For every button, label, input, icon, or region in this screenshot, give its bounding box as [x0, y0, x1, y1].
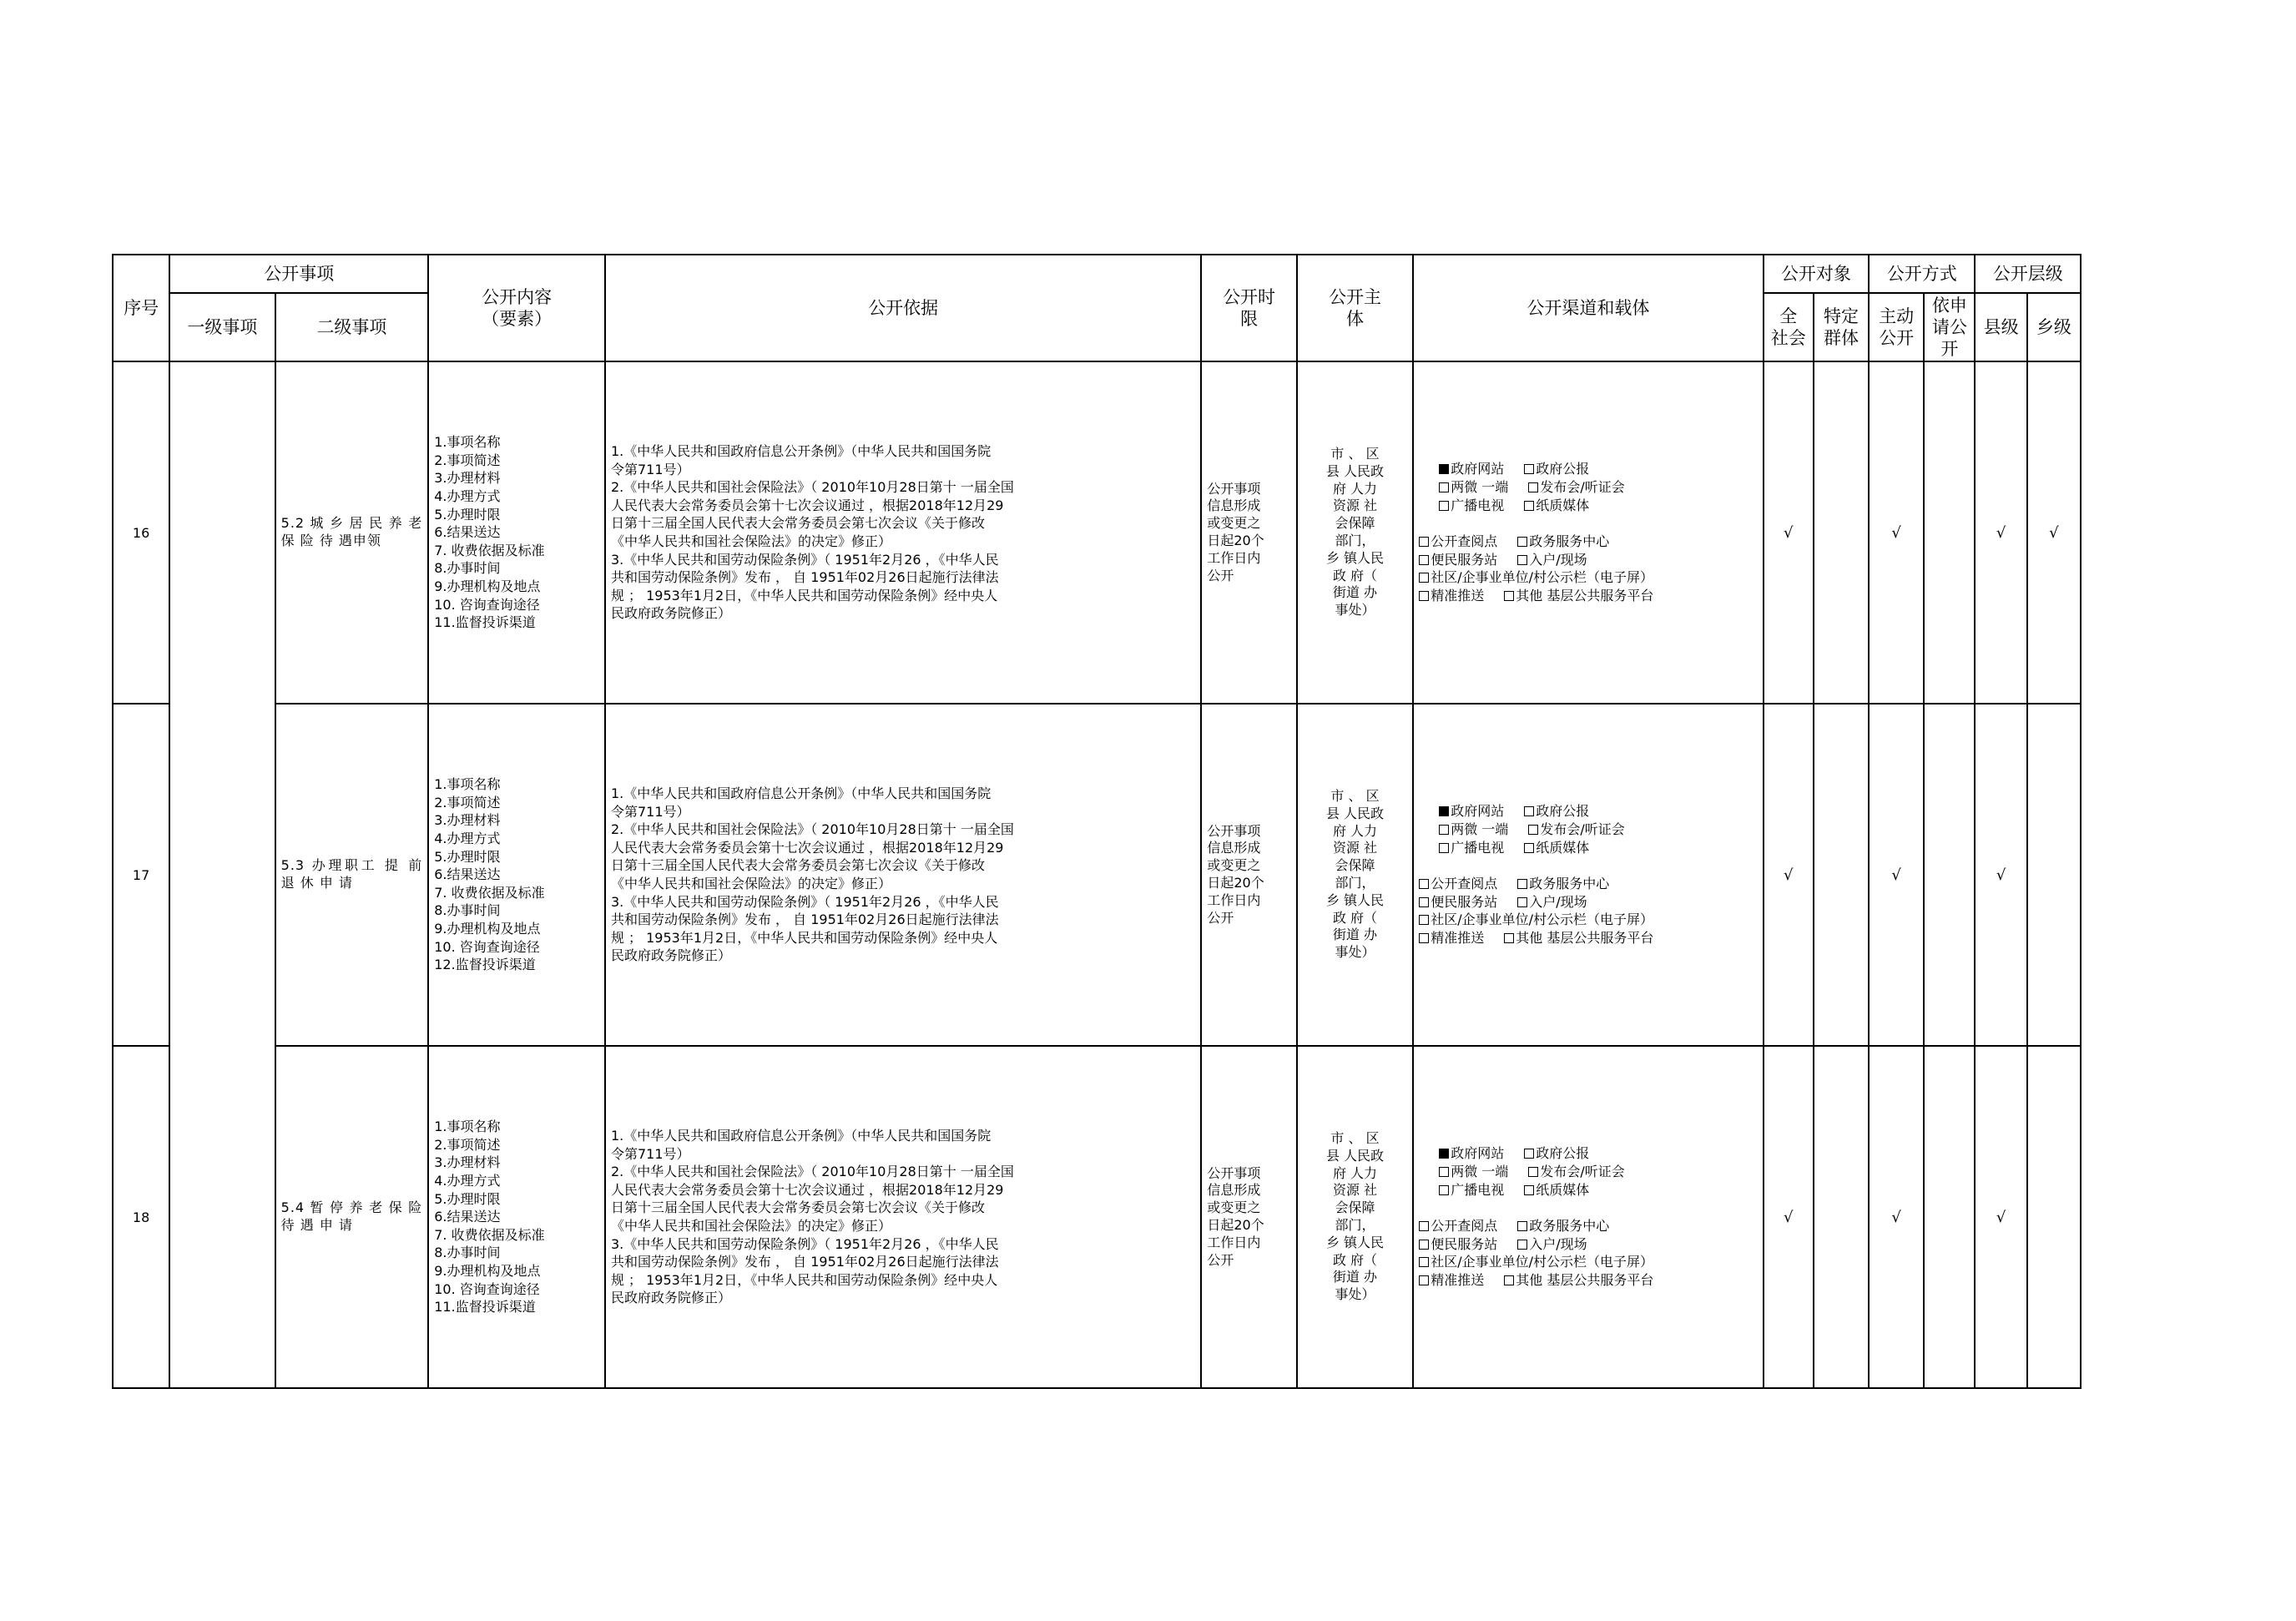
- unchecked-box-icon: [1419, 915, 1429, 925]
- content-line: 5.办理时限: [434, 1190, 501, 1207]
- row-county: √: [1975, 704, 2026, 1046]
- header-subject: [1297, 255, 1413, 361]
- checked-box-icon: [1439, 806, 1449, 816]
- basis-line: 1.《中华人民共和国政府信息公开条例》（中华人民共和国国务院: [610, 443, 992, 460]
- timing-line: 工作日内: [1207, 891, 1261, 908]
- content-line: 8.办事时间: [434, 902, 501, 919]
- channel-paper: 纸质媒体: [1536, 1181, 1590, 1198]
- content-line: 12.监督投诉渠道: [434, 957, 536, 973]
- header-method: 公开方式: [1869, 255, 1975, 293]
- unchecked-box-icon: [1517, 1240, 1527, 1250]
- row-all-society: √: [1764, 704, 1814, 1046]
- row-specific-group: [1814, 361, 1869, 704]
- content-line: 4.办理方式: [434, 1173, 501, 1189]
- header-apply-line3: 开: [1940, 339, 1959, 360]
- channel-broadcast: 广播电视: [1451, 497, 1505, 513]
- subject-line: 街道 办: [1332, 927, 1378, 943]
- channel-broadcast: 广播电视: [1451, 839, 1505, 856]
- timing-line: 公开: [1207, 567, 1234, 583]
- channel-reading-room: 公开查阅点: [1431, 533, 1498, 550]
- content-line: 5.办理时限: [434, 506, 501, 523]
- subject-line: 县 人民政: [1325, 805, 1385, 821]
- header-target: 公开对象: [1764, 255, 1869, 293]
- channel-line: [1419, 1253, 1757, 1271]
- disclosure-table: [112, 254, 2082, 1389]
- content-line: 4.办理方式: [434, 488, 501, 505]
- row-timing: [1201, 704, 1296, 1046]
- row-level2-item: 5.3 办理职工 提 前 退 休 申 请: [275, 704, 429, 1046]
- row-specific-group: [1814, 704, 1869, 1046]
- timing-line: 日起20个: [1207, 533, 1264, 548]
- timing-line: 或变更之: [1207, 857, 1261, 874]
- header-time: [1201, 255, 1296, 361]
- channel-group-media: [1439, 802, 1757, 856]
- timing-line: 工作日内: [1207, 549, 1261, 566]
- header-all-line1: 全: [1779, 306, 1798, 326]
- timing-line: 信息形成: [1207, 840, 1261, 856]
- row-active: √: [1869, 361, 1924, 704]
- subject-line: 资源 社: [1332, 1182, 1378, 1199]
- subject-line: 市 、 区: [1330, 1130, 1380, 1147]
- basis-line: 规 ； 1953年1月2日，《中华人民共和国劳动保险条例》经中央人: [610, 1271, 998, 1288]
- channel-line: [1439, 821, 1757, 839]
- unchecked-box-icon: [1517, 537, 1527, 547]
- channel-push: 精准推送: [1431, 929, 1485, 946]
- header-specific-group: [1814, 293, 1869, 361]
- row-seq: 16: [113, 361, 169, 704]
- unchecked-box-icon: [1419, 1257, 1429, 1267]
- header-active-line2: 公开: [1879, 328, 1915, 348]
- unchecked-box-icon: [1528, 482, 1538, 492]
- content-line: 8.办事时间: [434, 1245, 501, 1261]
- channel-two-micro: 两微 一端: [1451, 1164, 1509, 1180]
- timing-line: 日起20个: [1207, 1217, 1264, 1233]
- channel-line: [1419, 568, 1757, 587]
- content-line: 9.办理机构及地点: [434, 1262, 541, 1279]
- subject-line: 乡 镇人民: [1325, 549, 1385, 566]
- header-specific-line2: 群体: [1823, 328, 1859, 348]
- channel-line: [1439, 839, 1757, 857]
- header-basis: 公开依据: [605, 255, 1201, 361]
- channel-paper: 纸质媒体: [1536, 839, 1590, 856]
- content-line: 7. 收费依据及标准: [434, 542, 545, 558]
- basis-line: 2.《中华人民共和国社会保险法》（ 2010年10月28日第十 一届全国: [610, 479, 1014, 496]
- timing-line: 工作日内: [1207, 1234, 1261, 1250]
- basis-line: 人民代表大会常务委员会第十七次会议通过 ，根据2018年12月29: [610, 1181, 1004, 1198]
- timing-line: 公开事项: [1207, 822, 1261, 839]
- header-township: 乡级: [2027, 293, 2081, 361]
- unchecked-box-icon: [1517, 555, 1527, 565]
- subject-line: 会保障: [1335, 1199, 1375, 1216]
- timing-line: 公开: [1207, 1251, 1234, 1268]
- unchecked-box-icon: [1524, 843, 1534, 853]
- header-specific-line1: 特定: [1823, 306, 1859, 326]
- unchecked-box-icon: [1439, 482, 1449, 492]
- content-line: 1.事项名称: [434, 434, 501, 451]
- row-timing: [1201, 361, 1296, 704]
- timing-line: 或变更之: [1207, 1199, 1261, 1216]
- channel-paper: 纸质媒体: [1536, 497, 1590, 513]
- unchecked-box-icon: [1419, 1275, 1429, 1285]
- channel-line: [1419, 587, 1757, 605]
- unchecked-box-icon: [1504, 1275, 1514, 1285]
- row-all-society: √: [1764, 361, 1814, 704]
- subject-line: 部门，: [1335, 1217, 1375, 1233]
- basis-line: 《中华人民共和国社会保险法》的决定》修正）: [610, 876, 891, 891]
- unchecked-box-icon: [1528, 825, 1538, 835]
- row-seq: 18: [113, 1046, 169, 1388]
- header-apply-line2: 请公: [1931, 316, 1967, 337]
- content-line: 5.办理时限: [434, 848, 501, 865]
- subject-line: 街道 办: [1332, 584, 1378, 601]
- unchecked-box-icon: [1517, 897, 1527, 907]
- subject-line: 会保障: [1335, 515, 1375, 532]
- content-line: 7. 收费依据及标准: [434, 1226, 545, 1243]
- table-row: [113, 1046, 2081, 1388]
- content-line: 10. 咨询查询途径: [434, 1280, 540, 1297]
- channel-press: 发布会/听证会: [1540, 1164, 1625, 1180]
- channel-reading-room: 公开查阅点: [1431, 1218, 1498, 1235]
- header-apply: [1924, 293, 1975, 361]
- unchecked-box-icon: [1517, 879, 1527, 889]
- header-content-line2: （要素）: [482, 309, 553, 329]
- checked-box-icon: [1439, 1149, 1449, 1159]
- timing-line: 公开事项: [1207, 480, 1261, 497]
- channel-push: 精准推送: [1431, 1271, 1485, 1288]
- subject-line: 会保障: [1335, 857, 1375, 874]
- channel-line: [1439, 802, 1757, 821]
- channel-other: 其他 基层公共服务平台: [1516, 1271, 1654, 1288]
- basis-line: 1.《中华人民共和国政府信息公开条例》（中华人民共和国国务院: [610, 785, 992, 802]
- basis-line: 民政府政务院修正）: [610, 947, 731, 964]
- channel-group-media: [1439, 460, 1757, 514]
- header-time-line1: 公开时: [1223, 286, 1276, 307]
- basis-line: 3.《中华人民共和国劳动保险条例》（ 1951年2月26 ，《中华人民: [610, 551, 999, 568]
- channel-line: [1419, 1235, 1757, 1254]
- basis-line: 共和国劳动保险条例》发布 ， 自 1951年02月26日起施行法律法: [610, 1254, 999, 1270]
- channel-line: [1419, 533, 1757, 551]
- row-township: [2027, 704, 2081, 1046]
- row-specific-group: [1814, 1046, 1869, 1388]
- basis-line: 令第711号）: [610, 461, 690, 477]
- row-apply: [1924, 1046, 1975, 1388]
- row-active: √: [1869, 704, 1924, 1046]
- row-content: [428, 1046, 605, 1388]
- header-county: 县级: [1975, 293, 2026, 361]
- row-basis: [605, 361, 1201, 704]
- subject-line: 街道 办: [1332, 1269, 1378, 1285]
- row-basis: [605, 704, 1201, 1046]
- content-line: 6.结果送达: [434, 524, 501, 541]
- table-body: [113, 361, 2081, 1388]
- header-all-line2: 社会: [1770, 328, 1806, 348]
- channel-press: 发布会/听证会: [1540, 821, 1625, 838]
- channel-reading-room: 公开查阅点: [1431, 876, 1498, 892]
- channel-push: 精准推送: [1431, 587, 1485, 603]
- header-channel: 公开渠道和载体: [1413, 255, 1763, 361]
- subject-line: 事处）: [1335, 944, 1375, 961]
- channel-line: [1419, 1271, 1757, 1290]
- unchecked-box-icon: [1439, 825, 1449, 835]
- subject-line: 府 人力: [1332, 822, 1378, 839]
- basis-line: 令第711号）: [610, 1145, 690, 1162]
- channel-onsite: 入户/现场: [1529, 551, 1587, 568]
- channel-group-media: [1439, 1144, 1757, 1199]
- subject-line: 部门，: [1335, 875, 1375, 891]
- row-all-society: √: [1764, 1046, 1814, 1388]
- basis-line: 《中华人民共和国社会保险法》的决定》修正）: [610, 1218, 891, 1234]
- channel-convenience: 便民服务站: [1431, 893, 1498, 910]
- header-level2: 二级事项: [275, 293, 429, 361]
- header-time-line2: 限: [1240, 309, 1259, 329]
- channel-line: [1439, 1163, 1757, 1181]
- subject-line: 府 人力: [1332, 480, 1378, 497]
- row-county: √: [1975, 1046, 2026, 1388]
- channel-service-center: 政务服务中心: [1529, 533, 1610, 550]
- channel-line: [1439, 1144, 1757, 1163]
- channel-line: [1419, 929, 1757, 947]
- row-subject: [1297, 1046, 1413, 1388]
- content-line: 4.办理方式: [434, 831, 501, 847]
- channel-onsite: 入户/现场: [1529, 893, 1587, 910]
- row-apply: [1924, 704, 1975, 1046]
- unchecked-box-icon: [1524, 1149, 1534, 1159]
- content-line: 6.结果送达: [434, 1209, 501, 1225]
- subject-line: 事处）: [1335, 602, 1375, 619]
- basis-line: 1.《中华人民共和国政府信息公开条例》（中华人民共和国国务院: [610, 1128, 992, 1144]
- channel-broadcast: 广播电视: [1451, 1181, 1505, 1198]
- basis-line: 日第十三届全国人民代表大会常务委员会第七次会议《关于修改: [610, 1199, 985, 1216]
- content-line: 10. 咨询查询途径: [434, 596, 540, 613]
- row-seq: 17: [113, 704, 169, 1046]
- unchecked-box-icon: [1439, 1167, 1449, 1177]
- content-line: 1.事项名称: [434, 776, 501, 793]
- channel-line: [1439, 1181, 1757, 1199]
- header-item-group: 公开事项: [169, 255, 428, 293]
- channel-line: [1439, 497, 1757, 515]
- channel-two-micro: 两微 一端: [1451, 821, 1509, 838]
- subject-line: 县 人民政: [1325, 1147, 1385, 1164]
- channel-line: [1439, 460, 1757, 478]
- basis-line: 《中华人民共和国社会保险法》的决定》修正）: [610, 533, 891, 549]
- header-level1: 一级事项: [169, 293, 275, 361]
- row-subject: [1297, 704, 1413, 1046]
- header-level: 公开层级: [1975, 255, 2081, 293]
- channel-gazette: 政府公报: [1536, 1145, 1590, 1162]
- content-line: 2.事项简述: [434, 452, 501, 468]
- unchecked-box-icon: [1419, 591, 1429, 601]
- header-subject-line2: 体: [1345, 309, 1364, 329]
- unchecked-box-icon: [1419, 897, 1429, 907]
- subject-line: 资源 社: [1332, 840, 1378, 856]
- channel-service-center: 政务服务中心: [1529, 1218, 1610, 1235]
- header-subject-line1: 公开主: [1328, 286, 1381, 307]
- channel-onsite: 入户/现场: [1529, 1235, 1587, 1252]
- content-line: 3.办理材料: [434, 812, 501, 829]
- channel-other: 其他 基层公共服务平台: [1516, 587, 1654, 603]
- subject-line: 政 府（: [1332, 567, 1378, 583]
- basis-line: 民政府政务院修正）: [610, 1290, 731, 1306]
- subject-line: 乡 镇人民: [1325, 891, 1385, 908]
- header-all-society: [1764, 293, 1814, 361]
- content-line: 2.事项简述: [434, 794, 501, 810]
- unchecked-box-icon: [1419, 933, 1429, 943]
- header-active-line1: 主动: [1879, 306, 1915, 326]
- channel-other: 其他 基层公共服务平台: [1516, 929, 1654, 946]
- row-basis: [605, 1046, 1201, 1388]
- subject-line: 府 人力: [1332, 1164, 1378, 1181]
- header-active: [1869, 293, 1924, 361]
- content-line: 11.监督投诉渠道: [434, 614, 536, 631]
- channel-line: [1419, 875, 1757, 893]
- unchecked-box-icon: [1528, 1167, 1538, 1177]
- channel-community: 社区/企事业单位/村公示栏（电子屏）: [1431, 569, 1654, 586]
- basis-line: 规 ； 1953年1月2日，《中华人民共和国劳动保险条例》经中央人: [610, 929, 998, 946]
- header-seq: 序号: [113, 255, 169, 361]
- channel-convenience: 便民服务站: [1431, 1235, 1498, 1252]
- row-subject: [1297, 361, 1413, 704]
- channel-convenience: 便民服务站: [1431, 551, 1498, 568]
- unchecked-box-icon: [1524, 501, 1534, 511]
- channel-community: 社区/企事业单位/村公示栏（电子屏）: [1431, 1254, 1654, 1270]
- channel-press: 发布会/听证会: [1540, 479, 1625, 496]
- checked-box-icon: [1439, 464, 1449, 474]
- basis-line: 规 ； 1953年1月2日，《中华人民共和国劳动保险条例》经中央人: [610, 587, 998, 603]
- subject-line: 市 、 区: [1330, 788, 1380, 805]
- timing-line: 或变更之: [1207, 515, 1261, 532]
- unchecked-box-icon: [1419, 1240, 1429, 1250]
- basis-line: 日第十三届全国人民代表大会常务委员会第七次会议《关于修改: [610, 515, 985, 532]
- subject-line: 部门，: [1335, 533, 1375, 548]
- basis-line: 3.《中华人民共和国劳动保险条例》（ 1951年2月26 ，《中华人民: [610, 893, 999, 910]
- subject-line: 资源 社: [1332, 497, 1378, 514]
- channel-line: [1419, 911, 1757, 929]
- row-channels: [1413, 704, 1763, 1046]
- channel-line: [1439, 478, 1757, 497]
- basis-line: 2.《中华人民共和国社会保险法》（ 2010年10月28日第十 一届全国: [610, 1164, 1014, 1180]
- channel-community: 社区/企事业单位/村公示栏（电子屏）: [1431, 911, 1654, 928]
- content-line: 6.结果送达: [434, 866, 501, 883]
- content-line: 9.办理机构及地点: [434, 578, 541, 594]
- unchecked-box-icon: [1524, 464, 1534, 474]
- row-content: [428, 361, 605, 704]
- content-line: 11.监督投诉渠道: [434, 1299, 536, 1315]
- basis-line: 2.《中华人民共和国社会保险法》（ 2010年10月28日第十 一届全国: [610, 821, 1014, 838]
- channel-line: [1419, 551, 1757, 569]
- unchecked-box-icon: [1419, 879, 1429, 889]
- table-row: [113, 361, 2081, 704]
- timing-line: 公开: [1207, 909, 1234, 926]
- basis-line: 共和国劳动保险条例》发布 ， 自 1951年02月26日起施行法律法: [610, 569, 999, 586]
- row-county: √: [1975, 361, 2026, 704]
- unchecked-box-icon: [1524, 806, 1534, 816]
- row-channels: [1413, 1046, 1763, 1388]
- basis-line: 3.《中华人民共和国劳动保险条例》（ 1951年2月26 ，《中华人民: [610, 1235, 999, 1252]
- content-line: 8.办事时间: [434, 560, 501, 577]
- channel-gazette: 政府公报: [1536, 461, 1590, 477]
- content-line: 2.事项简述: [434, 1136, 501, 1153]
- channel-gazette: 政府公报: [1536, 803, 1590, 820]
- basis-line: 日第十三届全国人民代表大会常务委员会第七次会议《关于修改: [610, 857, 985, 874]
- content-line: 3.办理材料: [434, 470, 501, 487]
- channel-line: [1419, 893, 1757, 911]
- row-level2-item: 5.4 暂 停 养 老 保 险 待 遇 申 请: [275, 1046, 429, 1388]
- row-township: √: [2027, 361, 2081, 704]
- basis-line: 民政府政务院修正）: [610, 605, 731, 622]
- unchecked-box-icon: [1419, 537, 1429, 547]
- content-line: 9.办理机构及地点: [434, 920, 541, 937]
- row-level1-item: [169, 361, 275, 1388]
- unchecked-box-icon: [1419, 573, 1429, 583]
- row-channels: [1413, 361, 1763, 704]
- channel-gov-site: 政府网站: [1451, 461, 1505, 477]
- channel-gov-site: 政府网站: [1451, 803, 1505, 820]
- timing-line: 公开事项: [1207, 1164, 1261, 1181]
- row-level2-item: 5.2 城 乡 居 民 养 老 保 险 待 遇申领: [275, 361, 429, 704]
- channel-service-center: 政务服务中心: [1529, 876, 1610, 892]
- unchecked-box-icon: [1439, 843, 1449, 853]
- header-content-line1: 公开内容: [482, 286, 553, 307]
- timing-line: 信息形成: [1207, 1182, 1261, 1199]
- basis-line: 令第711号）: [610, 803, 690, 820]
- content-line: 1.事项名称: [434, 1119, 501, 1135]
- unchecked-box-icon: [1517, 1221, 1527, 1231]
- basis-line: 人民代表大会常务委员会第十七次会议通过 ，根据2018年12月29: [610, 839, 1004, 856]
- subject-line: 乡 镇人民: [1325, 1234, 1385, 1250]
- unchecked-box-icon: [1504, 933, 1514, 943]
- timing-line: 日起20个: [1207, 875, 1264, 891]
- header-apply-line1: 依申: [1931, 295, 1967, 316]
- basis-line: 共和国劳动保险条例》发布 ， 自 1951年02月26日起施行法律法: [610, 911, 999, 928]
- unchecked-box-icon: [1419, 1221, 1429, 1231]
- row-apply: [1924, 361, 1975, 704]
- content-line: 7. 收费依据及标准: [434, 884, 545, 901]
- row-timing: [1201, 1046, 1296, 1388]
- channel-line: [1419, 1217, 1757, 1235]
- table-row: [113, 704, 2081, 1046]
- basis-line: 人民代表大会常务委员会第十七次会议通过 ，根据2018年12月29: [610, 497, 1004, 513]
- row-content: [428, 704, 605, 1046]
- subject-line: 政 府（: [1332, 909, 1378, 926]
- channel-gov-site: 政府网站: [1451, 1145, 1505, 1162]
- row-active: √: [1869, 1046, 1924, 1388]
- subject-line: 政 府（: [1332, 1251, 1378, 1268]
- unchecked-box-icon: [1504, 591, 1514, 601]
- subject-line: 县 人民政: [1325, 462, 1385, 479]
- channel-two-micro: 两微 一端: [1451, 479, 1509, 496]
- row-township: [2027, 1046, 2081, 1388]
- unchecked-box-icon: [1439, 1185, 1449, 1195]
- subject-line: 市 、 区: [1330, 446, 1380, 462]
- unchecked-box-icon: [1419, 555, 1429, 565]
- unchecked-box-icon: [1439, 501, 1449, 511]
- content-line: 3.办理材料: [434, 1154, 501, 1171]
- timing-line: 信息形成: [1207, 497, 1261, 514]
- subject-line: 事处）: [1335, 1286, 1375, 1303]
- unchecked-box-icon: [1524, 1185, 1534, 1195]
- header-content: [428, 255, 605, 361]
- content-line: 10. 咨询查询途径: [434, 938, 540, 955]
